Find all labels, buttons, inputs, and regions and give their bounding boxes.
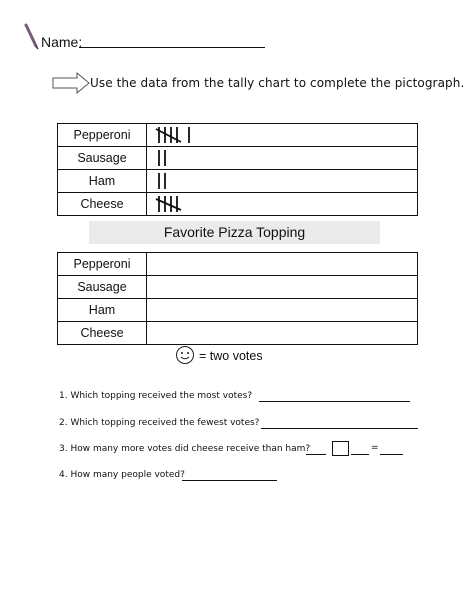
answer-blank-3b[interactable]: [351, 454, 369, 455]
smiley-icon: [175, 345, 195, 365]
row-label: Ham: [58, 299, 147, 322]
pictograph-cell[interactable]: [147, 322, 418, 345]
answer-line-1[interactable]: [259, 401, 410, 402]
tally-cell: [147, 124, 418, 147]
table-row: [58, 276, 418, 299]
table-row: [58, 147, 418, 170]
table-row: [58, 299, 418, 322]
row-label: Pepperoni: [58, 124, 147, 147]
pictograph-cell[interactable]: [147, 253, 418, 276]
key-label: = two votes: [199, 349, 263, 363]
pictograph-cell[interactable]: [147, 276, 418, 299]
question-1: 1. Which topping received the most votes?: [59, 391, 253, 401]
pictograph-title: Favorite Pizza Topping: [163, 224, 306, 240]
tally-marks: [155, 194, 205, 214]
tally-marks: [155, 171, 205, 191]
tally-marks: [155, 148, 205, 168]
row-label: Pepperoni: [58, 253, 147, 276]
name-label: Name:: [41, 34, 83, 50]
question-4: 4. How many people voted?: [59, 470, 185, 480]
pictograph-table: [57, 252, 418, 345]
answer-blank-3a[interactable]: [306, 454, 326, 455]
table-row: [58, 322, 418, 345]
equals-sign: =: [371, 443, 379, 453]
name-field[interactable]: [79, 47, 265, 48]
instructions: Use the data from the tally chart to complete the pictograph.: [90, 76, 465, 90]
table-row: [58, 253, 418, 276]
row-label: Sausage: [58, 276, 147, 299]
table-row: [58, 124, 418, 147]
pictograph-cell[interactable]: [147, 299, 418, 322]
tally-chart: [57, 123, 418, 216]
row-label: Cheese: [58, 322, 147, 345]
row-label: Cheese: [58, 193, 147, 216]
row-label: Ham: [58, 170, 147, 193]
tally-cell: [147, 193, 418, 216]
arrow-right-icon: [52, 72, 90, 94]
tally-cell: [147, 147, 418, 170]
answer-line-2[interactable]: [261, 428, 418, 429]
question-2: 2. Which topping received the fewest votes?: [59, 418, 260, 428]
table-row: [58, 170, 418, 193]
tally-cell: [147, 170, 418, 193]
answer-blank-3c[interactable]: [380, 454, 403, 455]
operation-box[interactable]: [332, 441, 349, 456]
question-3: 3. How many more votes did cheese receive than ham?: [59, 444, 311, 454]
answer-line-4[interactable]: [182, 480, 277, 481]
row-label: Sausage: [58, 147, 147, 170]
table-row: [58, 193, 418, 216]
tally-marks: [155, 125, 205, 145]
